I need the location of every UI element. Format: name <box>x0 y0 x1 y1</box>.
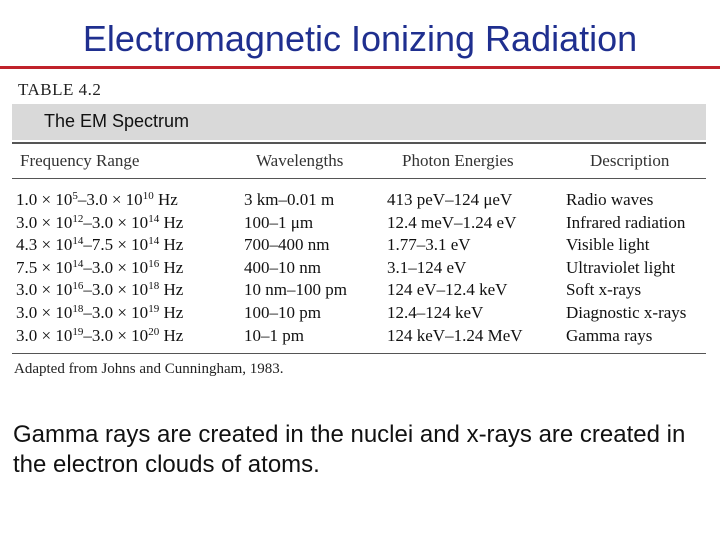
cell-frequency <box>16 325 183 347</box>
cell-description: Diagnostic x-rays <box>566 303 687 322</box>
table-row <box>0 325 720 347</box>
frequency-exponent: 18 <box>148 280 160 293</box>
table-top-rule <box>12 142 706 144</box>
cell-wavelength: 100–10 pm <box>244 303 321 322</box>
title-divider <box>0 66 720 69</box>
cell-frequency <box>16 234 183 256</box>
table-source: Adapted from Johns and Cunningham, 1983. <box>14 361 284 377</box>
frequency-part: Hz <box>159 325 184 345</box>
cell-description: Visible light <box>566 235 650 255</box>
cell-frequency <box>16 212 183 234</box>
cell-description: Gamma rays <box>566 325 653 345</box>
frequency-part: Hz <box>153 190 178 209</box>
body-text: Gamma rays are created in the nuclei and x-rays are created in the electron clouds of atoms. <box>13 421 686 478</box>
cell-wavelength: 10–1 pm <box>244 325 304 345</box>
frequency-part: –3.0 × 10 <box>83 212 149 232</box>
frequency-part: 4.3 × 10 <box>16 235 73 255</box>
cell-frequency <box>16 279 183 301</box>
frequency-exponent: 14 <box>72 257 84 270</box>
cell-wavelength: 400–10 nm <box>244 257 321 277</box>
cell-energy: 413 peV–124 μeV <box>387 190 513 209</box>
table-row <box>0 302 720 324</box>
frequency-exponent: 12 <box>72 212 84 225</box>
frequency-exponent: 19 <box>72 325 84 338</box>
cell-description: Radio waves <box>566 190 654 209</box>
frequency-exponent: 16 <box>72 280 84 293</box>
frequency-part: –3.0 × 10 <box>83 303 149 322</box>
table-row <box>0 279 720 301</box>
header-frequency: Frequency Range <box>20 151 140 170</box>
frequency-part: 3.0 × 10 <box>16 280 73 300</box>
cell-frequency <box>16 257 183 279</box>
header-wavelengths: Wavelengths <box>256 151 344 170</box>
cell-wavelength: 3 km–0.01 m <box>244 190 335 209</box>
cell-energy: 12.4 meV–1.24 eV <box>387 212 517 232</box>
frequency-part: Hz <box>159 257 184 277</box>
frequency-part: 7.5 × 10 <box>16 257 73 277</box>
table-label: TABLE 4.2 <box>18 80 102 99</box>
frequency-exponent: 10 <box>142 190 154 202</box>
cell-energy: 1.77–3.1 eV <box>387 235 471 255</box>
cell-wavelength: 700–400 nm <box>244 235 330 255</box>
cell-energy: 124 eV–12.4 keV <box>387 280 508 300</box>
frequency-part: 1.0 × 10 <box>16 190 73 209</box>
header-description: Description <box>590 151 670 170</box>
frequency-part: –3.0 × 10 <box>83 325 149 345</box>
cell-frequency <box>16 189 178 211</box>
table-caption-bar <box>12 104 706 140</box>
slide-title: Electromagnetic Ionizing Radiation <box>82 18 638 59</box>
frequency-part: Hz <box>159 280 184 300</box>
frequency-part: Hz <box>159 303 184 322</box>
header-rule <box>12 178 706 179</box>
frequency-exponent: 20 <box>148 325 160 338</box>
cell-energy: 3.1–124 eV <box>387 257 467 277</box>
cell-frequency <box>16 302 183 324</box>
table-row <box>0 234 720 256</box>
cell-description: Soft x-rays <box>566 280 642 300</box>
frequency-exponent: 5 <box>72 190 78 202</box>
frequency-part: Hz <box>159 235 184 255</box>
cell-description: Infrared radiation <box>566 212 686 232</box>
frequency-exponent: 16 <box>148 257 160 270</box>
frequency-part: –3.0 × 10 <box>77 190 143 209</box>
table-row <box>0 189 720 211</box>
cell-description: Ultraviolet light <box>566 257 676 277</box>
frequency-exponent: 19 <box>148 303 160 315</box>
table-bottom-rule <box>12 353 706 354</box>
frequency-exponent: 14 <box>148 235 160 248</box>
header-energies: Photon Energies <box>402 151 514 170</box>
cell-energy: 12.4–124 keV <box>387 303 484 322</box>
frequency-part: Hz <box>159 212 184 232</box>
frequency-part: 3.0 × 10 <box>16 303 73 322</box>
table-caption: The EM Spectrum <box>44 111 190 131</box>
cell-energy: 124 keV–1.24 MeV <box>387 325 523 345</box>
frequency-exponent: 14 <box>148 212 160 225</box>
frequency-exponent: 14 <box>72 235 84 248</box>
frequency-part: –3.0 × 10 <box>83 280 149 300</box>
table-row <box>0 257 720 279</box>
frequency-part: –3.0 × 10 <box>83 257 149 277</box>
frequency-part: –7.5 × 10 <box>83 235 149 255</box>
frequency-part: 3.0 × 10 <box>16 325 73 345</box>
cell-wavelength: 10 nm–100 pm <box>244 280 347 300</box>
frequency-exponent: 18 <box>72 303 84 315</box>
table-row <box>0 212 720 234</box>
frequency-part: 3.0 × 10 <box>16 212 73 232</box>
cell-wavelength: 100–1 μm <box>244 212 314 232</box>
